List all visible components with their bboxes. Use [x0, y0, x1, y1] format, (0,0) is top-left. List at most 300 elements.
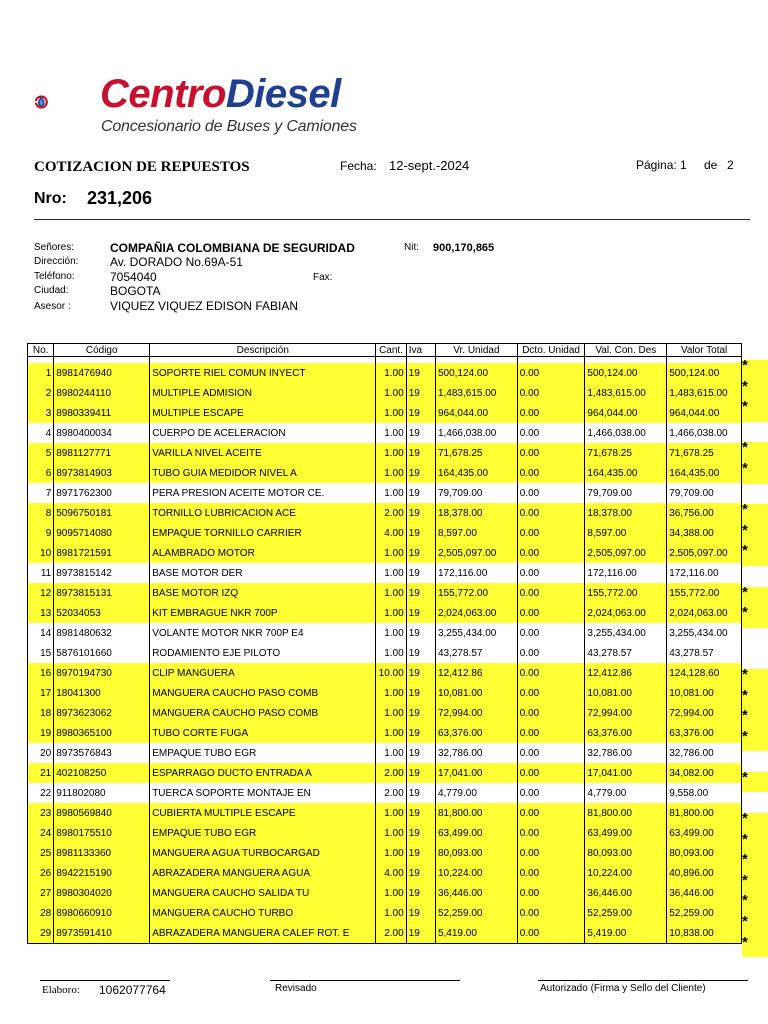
row-dcto-unidad: 0.00 — [517, 563, 585, 583]
row-no: 23 — [28, 803, 54, 823]
row-iva: 19 — [406, 443, 435, 463]
row-mark — [742, 628, 768, 649]
table-row — [28, 463, 742, 483]
row-mark — [742, 933, 768, 958]
row-vr-unidad: 5,419.00 — [435, 923, 517, 944]
row-iva: 19 — [406, 863, 435, 883]
row-descripcion: KIT EMBRAGUE NKR 700P — [150, 603, 376, 623]
row-no: 20 — [28, 743, 54, 763]
asterisk-mark: * — [742, 542, 748, 560]
row-vr-unidad: 72,994.00 — [435, 703, 517, 723]
asterisk-mark: * — [742, 604, 748, 622]
row-mark-cell — [742, 604, 768, 628]
row-cant: 1.00 — [376, 383, 406, 403]
row-cant: 1.00 — [376, 723, 406, 743]
row-mark — [742, 542, 768, 566]
row-valor-total: 72,994.00 — [667, 703, 742, 723]
asesor-value: VIQUEZ VIQUEZ EDISON FABIAN — [110, 299, 299, 313]
row-val-con-des: 172,116.00 — [585, 563, 667, 583]
row-codigo: 8980175510 — [54, 823, 150, 843]
asterisk-mark: * — [742, 665, 748, 683]
row-descripcion: ABRAZADERA MANGUERA AGUA — [150, 863, 376, 883]
brand-name-part2: Diesel — [225, 72, 341, 116]
row-val-con-des: 964,044.00 — [585, 403, 667, 423]
row-descripcion: TUBO GUIA MEDIDOR NIVEL A — [150, 463, 376, 483]
fecha-label: Fecha: — [340, 159, 377, 173]
row-vr-unidad: 18,378.00 — [435, 503, 517, 523]
row-val-con-des: 17,041.00 — [585, 763, 667, 783]
row-no: 13 — [28, 603, 54, 623]
row-codigo: 8973576843 — [54, 743, 150, 763]
row-codigo: 9095714080 — [54, 523, 150, 543]
row-no: 24 — [28, 823, 54, 843]
row-cant: 1.00 — [376, 363, 406, 383]
document-title: COTIZACION DE REPUESTOS — [34, 159, 250, 175]
table-header-row — [28, 344, 742, 357]
asterisk-mark: * — [742, 851, 748, 869]
pagina-value: 1 — [680, 158, 687, 172]
row-dcto-unidad: 0.00 — [517, 843, 585, 863]
row-descripcion: MULTIPLE ADMISION — [150, 383, 376, 403]
table-row — [28, 483, 742, 503]
row-marks-column — [742, 357, 768, 957]
col-header-codigo: Código — [54, 344, 150, 357]
row-dcto-unidad: 0.00 — [517, 383, 585, 403]
row-iva: 19 — [406, 383, 435, 403]
row-cant: 1.00 — [376, 823, 406, 843]
row-descripcion: TUERCA SOPORTE MONTAJE EN — [150, 783, 376, 803]
row-val-con-des: 12,412.86 — [585, 663, 667, 683]
row-codigo: 8973814903 — [54, 463, 150, 483]
row-cant: 1.00 — [376, 603, 406, 623]
row-cant: 1.00 — [376, 803, 406, 823]
row-dcto-unidad: 0.00 — [517, 683, 585, 703]
row-no: 12 — [28, 583, 54, 603]
row-codigo: 8981480632 — [54, 623, 150, 643]
table-row — [28, 623, 742, 643]
row-codigo: 18041300 — [54, 683, 150, 703]
row-descripcion: TORNILLO LUBRICACION ACE — [150, 503, 376, 523]
direccion-value: Av. DORADO No.69A-51 — [110, 255, 243, 269]
row-mark-cell — [742, 542, 768, 566]
row-descripcion: VOLANTE MOTOR NKR 700P E4 — [150, 623, 376, 643]
row-val-con-des: 52,259.00 — [585, 903, 667, 923]
row-codigo: 8980339411 — [54, 403, 150, 423]
row-cant: 2.00 — [376, 923, 406, 944]
row-iva: 19 — [406, 823, 435, 843]
row-no: 16 — [28, 663, 54, 683]
row-iva: 19 — [406, 483, 435, 503]
row-valor-total: 155,772.00 — [667, 583, 742, 603]
table-row — [28, 663, 742, 683]
row-dcto-unidad: 0.00 — [517, 423, 585, 443]
row-cant: 1.00 — [376, 843, 406, 863]
row-iva: 19 — [406, 683, 435, 703]
row-valor-total: 36,446.00 — [667, 883, 742, 903]
row-vr-unidad: 2,505,097.00 — [435, 543, 517, 563]
nit-label: Nit: — [404, 242, 419, 253]
row-no: 6 — [28, 463, 54, 483]
table-row — [28, 383, 742, 403]
row-val-con-des: 1,466,038.00 — [585, 423, 667, 443]
row-iva: 19 — [406, 583, 435, 603]
de-value: 2 — [727, 158, 734, 172]
row-codigo: 8971762300 — [54, 483, 150, 503]
row-descripcion: ALAMBRADO MOTOR — [150, 543, 376, 563]
row-val-con-des: 80,093.00 — [585, 843, 667, 863]
asterisk-mark: * — [742, 707, 748, 725]
row-valor-total: 34,082.00 — [667, 763, 742, 783]
row-valor-total: 2,505,097.00 — [667, 543, 742, 563]
row-iva: 19 — [406, 843, 435, 863]
de-label: de — [704, 158, 718, 172]
direccion-label: Dirección: — [34, 256, 79, 267]
col-header-no: No. — [28, 344, 54, 357]
centrodiesel-logo — [34, 62, 100, 142]
row-val-con-des: 5,419.00 — [585, 923, 667, 944]
row-valor-total: 52,259.00 — [667, 903, 742, 923]
row-val-con-des: 4,779.00 — [585, 783, 667, 803]
autorizado-line — [538, 980, 748, 981]
row-mark-cell — [742, 628, 768, 649]
row-iva: 19 — [406, 663, 435, 683]
brand-name — [100, 72, 341, 116]
row-dcto-unidad: 0.00 — [517, 783, 585, 803]
row-vr-unidad: 172,116.00 — [435, 563, 517, 583]
col-header-descripcion: Descripción — [150, 344, 376, 357]
row-dcto-unidad: 0.00 — [517, 903, 585, 923]
autorizado-label: Autorizado (Firma y Sello del Cliente) — [540, 983, 706, 994]
row-iva: 19 — [406, 603, 435, 623]
row-vr-unidad: 63,499.00 — [435, 823, 517, 843]
pagina-label: Página: — [636, 158, 677, 172]
row-descripcion: EMPAQUE TUBO EGR — [150, 823, 376, 843]
table-row — [28, 423, 742, 443]
row-no: 26 — [28, 863, 54, 883]
row-no: 5 — [28, 443, 54, 463]
row-descripcion: ABRAZADERA MANGUERA CALEF ROT. E — [150, 923, 376, 944]
row-vr-unidad: 32,786.00 — [435, 743, 517, 763]
row-dcto-unidad: 0.00 — [517, 503, 585, 523]
row-mark-cell — [742, 933, 768, 958]
row-val-con-des: 63,499.00 — [585, 823, 667, 843]
brand-name-part1: Centro — [100, 72, 226, 116]
table-row — [28, 903, 742, 923]
row-no: 19 — [28, 723, 54, 743]
row-val-con-des: 71,678.25 — [585, 443, 667, 463]
row-descripcion: MANGUERA CAUCHO PASO COMB — [150, 683, 376, 703]
row-valor-total: 10,838.00 — [667, 923, 742, 944]
row-iva: 19 — [406, 623, 435, 643]
row-iva: 19 — [406, 803, 435, 823]
row-codigo: 8980365100 — [54, 723, 150, 743]
row-no: 28 — [28, 903, 54, 923]
row-valor-total: 3,255,434.00 — [667, 623, 742, 643]
row-valor-total: 500,124.00 — [667, 363, 742, 383]
row-cant: 1.00 — [376, 583, 406, 603]
asterisk-mark: * — [742, 768, 748, 786]
row-codigo: 8980400034 — [54, 423, 150, 443]
row-val-con-des: 32,786.00 — [585, 743, 667, 763]
row-codigo: 8973815142 — [54, 563, 150, 583]
row-valor-total: 80,093.00 — [667, 843, 742, 863]
asterisk-mark: * — [742, 871, 748, 889]
row-valor-total: 34,388.00 — [667, 523, 742, 543]
senores-label: Señores: — [34, 242, 75, 253]
asterisk-mark: * — [742, 810, 748, 828]
row-vr-unidad: 155,772.00 — [435, 583, 517, 603]
row-cant: 1.00 — [376, 543, 406, 563]
row-codigo: 8980304020 — [54, 883, 150, 903]
fax-label: Fax: — [313, 272, 333, 283]
row-no: 18 — [28, 703, 54, 723]
row-vr-unidad: 10,081.00 — [435, 683, 517, 703]
row-codigo: 5096750181 — [54, 503, 150, 523]
row-codigo: 8980660910 — [54, 903, 150, 923]
row-valor-total: 9,558.00 — [667, 783, 742, 803]
row-valor-total: 164,435.00 — [667, 463, 742, 483]
row-iva: 19 — [406, 883, 435, 903]
revisado-line — [270, 980, 460, 981]
row-dcto-unidad: 0.00 — [517, 723, 585, 743]
row-iva: 19 — [406, 363, 435, 383]
table-row — [28, 363, 742, 383]
row-val-con-des: 2,505,097.00 — [585, 543, 667, 563]
row-descripcion: EMPAQUE TUBO EGR — [150, 743, 376, 763]
row-vr-unidad: 2,024,063.00 — [435, 603, 517, 623]
row-no: 11 — [28, 563, 54, 583]
table-row — [28, 563, 742, 583]
row-codigo: 52034053 — [54, 603, 150, 623]
row-descripcion: BASE MOTOR DER — [150, 563, 376, 583]
row-val-con-des: 3,255,434.00 — [585, 623, 667, 643]
row-val-con-des: 10,224.00 — [585, 863, 667, 883]
row-descripcion: MANGUERA CAUCHO PASO COMB — [150, 703, 376, 723]
row-dcto-unidad: 0.00 — [517, 803, 585, 823]
fecha-value: 12-sept.-2024 — [389, 158, 470, 173]
nro-label: Nro: — [34, 190, 67, 207]
table-row — [28, 683, 742, 703]
col-header-valor-total: Valor Total — [667, 344, 742, 357]
row-iva: 19 — [406, 423, 435, 443]
row-cant: 1.00 — [376, 463, 406, 483]
row-codigo: 5876101660 — [54, 643, 150, 663]
table-row — [28, 783, 742, 803]
row-dcto-unidad: 0.00 — [517, 663, 585, 683]
col-header-val-con-des: Val. Con. Des — [585, 344, 667, 357]
row-codigo: 8973591410 — [54, 923, 150, 944]
row-descripcion: PERA PRESION ACEITE MOTOR CE. — [150, 483, 376, 503]
row-val-con-des: 18,378.00 — [585, 503, 667, 523]
row-vr-unidad: 10,224.00 — [435, 863, 517, 883]
row-valor-total: 172,116.00 — [667, 563, 742, 583]
asterisk-mark: * — [742, 439, 748, 457]
row-val-con-des: 72,994.00 — [585, 703, 667, 723]
row-valor-total: 2,024,063.00 — [667, 603, 742, 623]
row-no: 7 — [28, 483, 54, 503]
row-mark — [742, 459, 768, 484]
row-val-con-des: 81,800.00 — [585, 803, 667, 823]
row-dcto-unidad: 0.00 — [517, 363, 585, 383]
row-valor-total: 1,466,038.00 — [667, 423, 742, 443]
row-dcto-unidad: 0.00 — [517, 643, 585, 663]
row-val-con-des: 8,597.00 — [585, 523, 667, 543]
row-vr-unidad: 36,446.00 — [435, 883, 517, 903]
row-iva: 19 — [406, 743, 435, 763]
row-iva: 19 — [406, 403, 435, 423]
row-dcto-unidad: 0.00 — [517, 583, 585, 603]
row-vr-unidad: 500,124.00 — [435, 363, 517, 383]
row-descripcion: MULTIPLE ESCAPE — [150, 403, 376, 423]
row-dcto-unidad: 0.00 — [517, 763, 585, 783]
asterisk-mark: * — [742, 398, 748, 416]
row-codigo: 8973815131 — [54, 583, 150, 603]
row-valor-total: 63,376.00 — [667, 723, 742, 743]
row-dcto-unidad: 0.00 — [517, 483, 585, 503]
row-cant: 1.00 — [376, 483, 406, 503]
row-vr-unidad: 1,466,038.00 — [435, 423, 517, 443]
row-dcto-unidad: 0.00 — [517, 543, 585, 563]
row-no: 27 — [28, 883, 54, 903]
row-cant: 1.00 — [376, 643, 406, 663]
row-val-con-des: 36,446.00 — [585, 883, 667, 903]
row-codigo: 8981133360 — [54, 843, 150, 863]
row-no: 29 — [28, 923, 54, 944]
table-row — [28, 843, 742, 863]
row-mark-cell — [742, 459, 768, 484]
table-row — [28, 763, 742, 783]
row-dcto-unidad: 0.00 — [517, 403, 585, 423]
row-valor-total: 32,786.00 — [667, 743, 742, 763]
row-cant: 2.00 — [376, 503, 406, 523]
row-iva: 19 — [406, 503, 435, 523]
table-row — [28, 643, 742, 663]
row-iva: 19 — [406, 543, 435, 563]
row-dcto-unidad: 0.00 — [517, 743, 585, 763]
asterisk-mark: * — [742, 501, 748, 519]
row-cant: 1.00 — [376, 623, 406, 643]
row-cant: 1.00 — [376, 403, 406, 423]
row-valor-total: 40,896.00 — [667, 863, 742, 883]
row-iva: 19 — [406, 783, 435, 803]
row-iva: 19 — [406, 763, 435, 783]
header-divider — [34, 219, 750, 220]
asterisk-mark: * — [742, 521, 748, 539]
row-descripcion: MANGUERA CAUCHO SALIDA TU — [150, 883, 376, 903]
row-mark-cell — [742, 768, 768, 793]
row-valor-total: 964,044.00 — [667, 403, 742, 423]
row-vr-unidad: 164,435.00 — [435, 463, 517, 483]
row-cant: 10.00 — [376, 663, 406, 683]
revisado-label: Revisado — [275, 983, 317, 994]
row-iva: 19 — [406, 643, 435, 663]
table-row — [28, 743, 742, 763]
row-val-con-des: 79,709.00 — [585, 483, 667, 503]
row-valor-total: 63,499.00 — [667, 823, 742, 843]
row-vr-unidad: 71,678.25 — [435, 443, 517, 463]
col-header-vr-unidad: Vr. Unidad — [435, 344, 517, 357]
row-valor-total: 124,128.60 — [667, 663, 742, 683]
row-mark-cell — [742, 398, 768, 422]
elaboro-value: 1062077764 — [99, 983, 166, 997]
table-row — [28, 443, 742, 463]
row-no: 25 — [28, 843, 54, 863]
row-val-con-des: 155,772.00 — [585, 583, 667, 603]
asterisk-mark: * — [742, 892, 748, 910]
row-valor-total: 36,756.00 — [667, 503, 742, 523]
row-descripcion: CLIP MANGUERA — [150, 663, 376, 683]
asterisk-mark: * — [742, 913, 748, 931]
row-vr-unidad: 8,597.00 — [435, 523, 517, 543]
row-codigo: 8980244110 — [54, 383, 150, 403]
row-iva: 19 — [406, 723, 435, 743]
asterisk-mark: * — [742, 727, 748, 745]
row-cant: 1.00 — [376, 423, 406, 443]
row-vr-unidad: 81,800.00 — [435, 803, 517, 823]
nro-value: 231,206 — [87, 188, 153, 208]
quotation-table — [27, 343, 742, 944]
row-valor-total: 79,709.00 — [667, 483, 742, 503]
row-valor-total: 43,278.57 — [667, 643, 742, 663]
elaboro-label: Elaboro: — [42, 984, 80, 996]
row-dcto-unidad: 0.00 — [517, 443, 585, 463]
row-cant: 2.00 — [376, 763, 406, 783]
row-no: 10 — [28, 543, 54, 563]
table-row — [28, 863, 742, 883]
table-row — [28, 723, 742, 743]
row-codigo: 402108250 — [54, 763, 150, 783]
row-dcto-unidad: 0.00 — [517, 883, 585, 903]
table-row — [28, 823, 742, 843]
row-dcto-unidad: 0.00 — [517, 823, 585, 843]
row-val-con-des: 2,024,063.00 — [585, 603, 667, 623]
row-descripcion: RODAMIENTO EJE PILOTO — [150, 643, 376, 663]
row-codigo: 8981721591 — [54, 543, 150, 563]
row-mark — [742, 727, 768, 752]
col-header-cant: Cant. — [376, 344, 406, 357]
row-iva: 19 — [406, 563, 435, 583]
table-row — [28, 583, 742, 603]
row-codigo: 8970194730 — [54, 663, 150, 683]
row-cant: 4.00 — [376, 523, 406, 543]
asterisk-mark: * — [742, 830, 748, 848]
table-row — [28, 523, 742, 543]
row-no: 2 — [28, 383, 54, 403]
row-no: 17 — [28, 683, 54, 703]
asterisk-mark: * — [742, 933, 748, 951]
row-no: 9 — [28, 523, 54, 543]
row-iva: 19 — [406, 703, 435, 723]
row-no: 14 — [28, 623, 54, 643]
row-descripcion: CUERPO DE ACELERACION — [150, 423, 376, 443]
row-val-con-des: 43,278.57 — [585, 643, 667, 663]
row-dcto-unidad: 0.00 — [517, 923, 585, 944]
telefono-label: Teléfono: — [34, 271, 75, 282]
row-cant: 1.00 — [376, 683, 406, 703]
table-row — [28, 543, 742, 563]
table-row — [28, 803, 742, 823]
row-cant: 1.00 — [376, 743, 406, 763]
asterisk-mark: * — [742, 357, 748, 374]
row-valor-total: 71,678.25 — [667, 443, 742, 463]
row-val-con-des: 63,376.00 — [585, 723, 667, 743]
row-val-con-des: 10,081.00 — [585, 683, 667, 703]
row-vr-unidad: 63,376.00 — [435, 723, 517, 743]
row-vr-unidad: 4,779.00 — [435, 783, 517, 803]
row-dcto-unidad: 0.00 — [517, 863, 585, 883]
row-val-con-des: 500,124.00 — [585, 363, 667, 383]
table-body — [28, 357, 742, 944]
